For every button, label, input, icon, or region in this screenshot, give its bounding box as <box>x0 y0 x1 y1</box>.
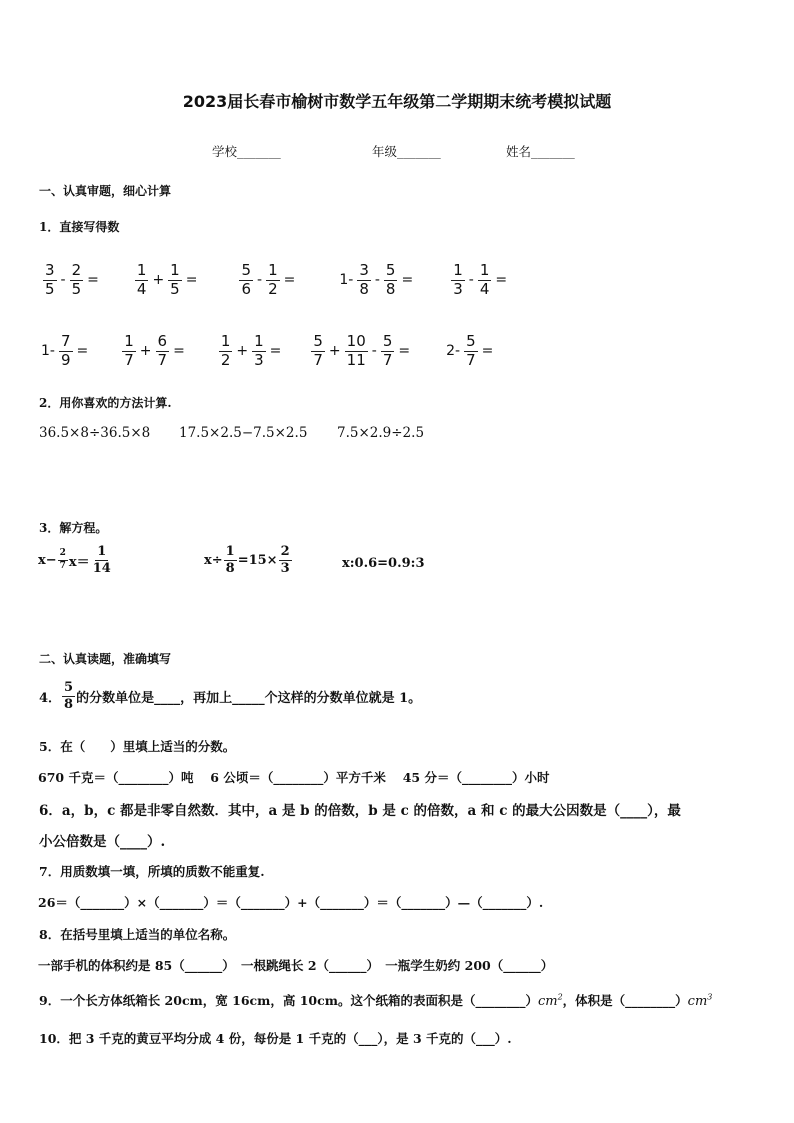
q7-line: 26＝（_______）×（_______）＝（_______）+（_______）＝（_______）—（_______）. <box>38 895 544 910</box>
fraction: $\frac{2}{5}$ <box>71 261 82 298</box>
fraction: $\frac{3}{8}$ <box>359 261 369 298</box>
operator: 1- <box>41 343 55 360</box>
fraction: $\frac{5}{7}$ <box>313 332 323 369</box>
q2-item-1: 36.5×8÷36.5×8 <box>39 425 151 441</box>
operator: - <box>60 272 66 289</box>
operator: = <box>269 343 282 360</box>
grade-field: 年级_______ <box>372 144 441 159</box>
fraction: $\frac{1}{4}$ <box>479 261 490 298</box>
fraction: $\frac{6}{7}$ <box>157 332 168 369</box>
eq2-fraction-1: $\frac{1}{8}$ <box>225 544 235 576</box>
fraction: $\frac{10}{11}$ <box>346 332 366 369</box>
q9-text-2: ，体积是（________） <box>562 993 688 1008</box>
q10: 10．把 3 千克的黄豆平均分成 4 份，每份是 1 千克的（___），是 3 千克的（___）. <box>39 1031 512 1046</box>
operator: = <box>481 343 494 360</box>
operator: = <box>173 343 185 360</box>
school-field: 学校_______ <box>212 144 281 159</box>
operator: = <box>185 272 198 289</box>
q5-label: 5．在（ ）里填上适当的分数。 <box>39 739 236 754</box>
fraction: $\frac{1}{5}$ <box>170 261 180 298</box>
operator: = <box>398 343 411 360</box>
q9-unit-volume: $cm^3$ <box>687 992 713 1009</box>
fraction: $\frac{1}{3}$ <box>453 261 463 298</box>
q1-label: 1．直接写得数 <box>39 220 120 234</box>
q4-text: 的分数单位是____，再加上_____个这样的分数单位就是 1。 <box>76 690 422 706</box>
operator: + <box>236 343 249 360</box>
q1-expression <box>218 334 285 369</box>
operator: 1- <box>339 272 354 289</box>
q7-label: 7．用质数填一填，所填的质数不能重复. <box>39 864 265 879</box>
q4-fraction: $\frac{5}{8}$ <box>64 680 74 712</box>
fraction: $\frac{1}{7}$ <box>124 332 134 369</box>
eq2-left: x÷ <box>204 552 223 568</box>
q1-expression <box>336 263 416 298</box>
q5-line: 670 千克＝（________）吨 6 公顷＝（________）平方千米 45 分＝（________）小时 <box>38 770 550 785</box>
q3-equation-3: x:0.6=0.9:3 <box>342 556 425 571</box>
q9-unit-area: $cm^2$ <box>537 992 563 1009</box>
q2-item-2: 17.5×2.5−7.5×2.5 <box>179 425 308 441</box>
q1-expression <box>42 263 102 298</box>
operator: - <box>374 272 380 289</box>
q1-expression <box>310 334 413 369</box>
fraction: $\frac{3}{5}$ <box>45 261 55 298</box>
q1-expression <box>121 334 188 369</box>
q1-expression <box>238 263 298 298</box>
fraction: $\frac{5}{7}$ <box>466 332 476 369</box>
q1-row-2 <box>38 334 496 369</box>
eq2-middle: =15× <box>237 552 278 568</box>
eq1-fraction-1: $\frac{2}{7}$ <box>59 548 66 571</box>
eq1-fraction-2: $\frac{1}{14}$ <box>92 544 111 576</box>
fraction: $\frac{5}{8}$ <box>385 261 396 298</box>
fraction: $\frac{1}{2}$ <box>268 261 278 298</box>
q4 <box>39 681 421 711</box>
q1-expression <box>450 263 510 298</box>
fraction: $\frac{5}{6}$ <box>241 261 251 298</box>
q1-row-1 <box>42 263 510 298</box>
operator: - <box>468 272 474 289</box>
operator: + <box>152 272 165 289</box>
fraction: $\frac{5}{7}$ <box>382 332 393 369</box>
operator: - <box>257 272 263 289</box>
q6-line-2: 小公倍数是（____）. <box>39 834 166 850</box>
q2-label: 2．用你喜欢的方法计算. <box>39 396 172 410</box>
operator: - <box>371 343 377 360</box>
section-2-heading: 二、认真读题，准确填写 <box>39 652 172 666</box>
q4-number: 4． <box>39 690 62 706</box>
page-title: 2023届长春市榆树市数学五年级第二学期期末统考模拟试题 <box>182 92 612 111</box>
eq1-middle: x＝ <box>68 554 90 570</box>
q6-line-1: 6．a，b，c 都是非零自然数．其中，a 是 b 的倍数，b 是 c 的倍数，a 和 c 的最大公因数是（____），最 <box>39 803 681 819</box>
operator: = <box>283 272 296 289</box>
section-1-heading: 一、认真审题，细心计算 <box>39 184 172 198</box>
q3-equation-2 <box>204 545 293 575</box>
q1-expression <box>38 334 91 369</box>
q3-label: 3．解方程。 <box>39 521 108 535</box>
fraction: $\frac{1}{3}$ <box>254 332 264 369</box>
fraction: $\frac{1}{4}$ <box>136 261 147 298</box>
operator: = <box>495 272 508 289</box>
q3-equation-1 <box>38 545 114 575</box>
operator: + <box>328 343 341 360</box>
operator: = <box>401 272 414 289</box>
fraction: $\frac{1}{2}$ <box>220 332 231 369</box>
operator: 2- <box>446 343 461 360</box>
q1-expression <box>134 263 201 298</box>
q1-expression <box>443 334 496 369</box>
q2-item-3: 7.5×2.9÷2.5 <box>337 425 425 441</box>
q8-label: 8．在括号里填上适当的单位名称。 <box>39 927 236 942</box>
eq2-fraction-2: $\frac{2}{3}$ <box>280 544 290 576</box>
eq1-left: x− <box>38 552 57 568</box>
q9-text-1: 9．一个长方体纸箱长 20cm，宽 16cm，高 10cm。这个纸箱的表面积是（________） <box>39 993 538 1008</box>
fraction: $\frac{7}{9}$ <box>60 332 71 369</box>
operator: = <box>76 343 89 360</box>
q9 <box>39 991 712 1009</box>
operator: + <box>139 343 152 360</box>
operator: = <box>87 272 99 289</box>
q8-line: 一部手机的体积约是 85（______） 一根跳绳长 2（______） 一瓶学生奶约 200（______） <box>38 958 554 973</box>
name-field: 姓名_______ <box>506 144 575 159</box>
